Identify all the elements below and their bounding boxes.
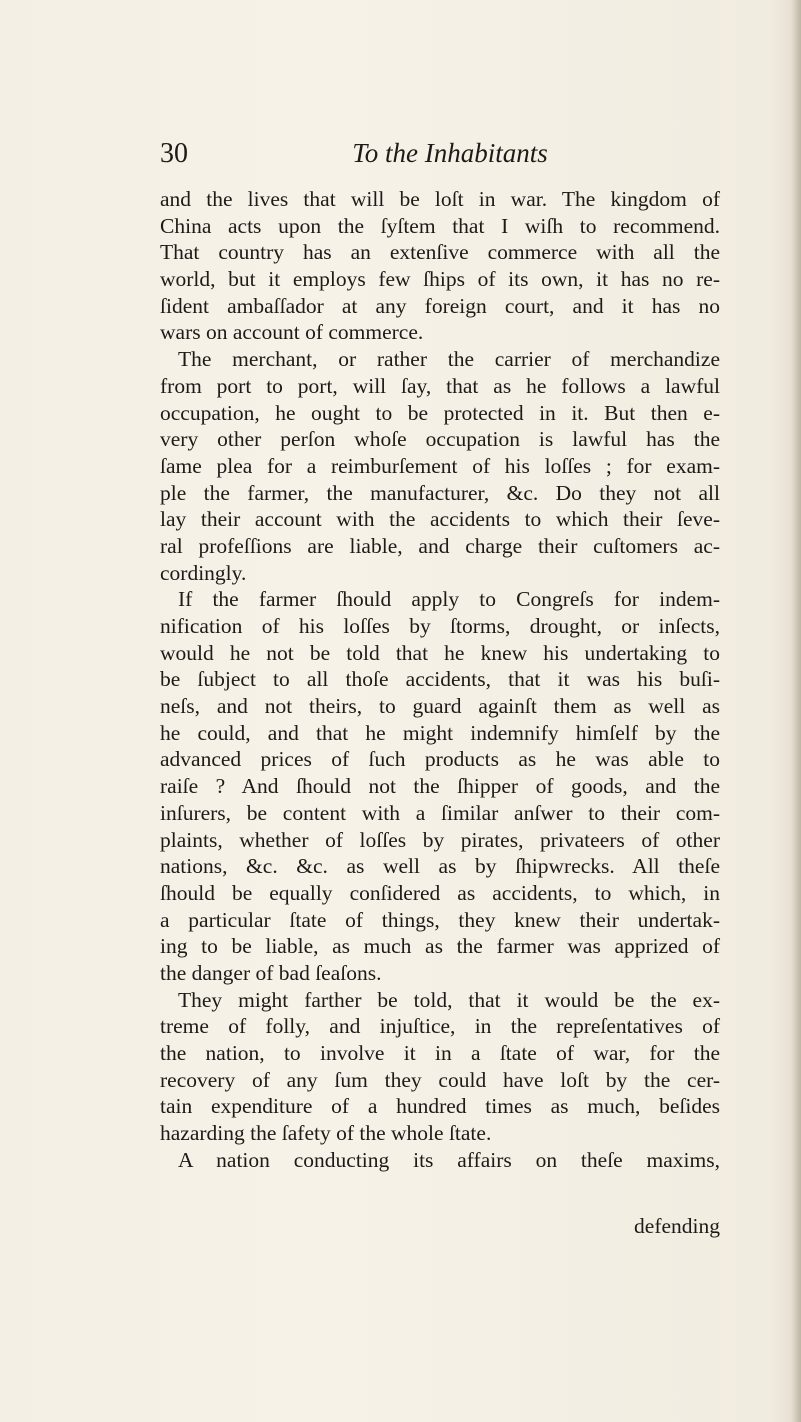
text-line: ing to be liable, as much as the farmer was apprized of (160, 934, 720, 959)
page-edge-shadow (791, 0, 801, 1422)
catchword: defending (634, 1214, 720, 1238)
page-number: 30 (160, 138, 188, 169)
text-line: and the lives that will be loſt in war. The kingdom of (160, 187, 720, 211)
text-line: the nation, to involve it in a ſtate of war, for the (160, 1041, 720, 1065)
body-text (160, 186, 720, 1173)
text-line: very other perſon whoſe occupation is lawful has the (160, 427, 720, 452)
text-line: world, but it employs few ſhips of its own, it has no re- (160, 267, 720, 292)
text-line: wars on account of commerce. (160, 320, 424, 345)
text-line: a particular ſtate of things, they knew their undertak- (160, 907, 720, 932)
text-line: tain expenditure of a hundred times as much, beſides (160, 1094, 720, 1119)
text-line: If the farmer ſhould apply to Congreſs for indem- (178, 587, 720, 612)
running-head: To the Inhabitants (352, 138, 548, 168)
text-line: the danger of bad ſeaſons. (160, 960, 382, 985)
text-line: cordingly. (160, 560, 247, 585)
text-line: inſurers, be content with a ſimilar anſwer to their com- (160, 800, 720, 825)
text-line: from port to port, will ſay, that as he follows a lawful (160, 373, 720, 398)
text-line: treme of folly, and injuſtice, in the repreſentatives of (160, 1014, 720, 1039)
text-line: nification of his loſſes by ſtorms, drought, or inſects, (160, 614, 720, 638)
text-line: China acts upon the ſyſtem that I wiſh to recommend. (160, 213, 720, 238)
text-line: neſs, and not theirs, to guard againſt them as well as (160, 694, 720, 719)
text-line: advanced prices of ſuch products as he was able to (160, 747, 720, 772)
text-line: hazarding the ſafety of the whole ſtate. (160, 1121, 492, 1146)
text-line: ſame plea for a reimburſement of his loſſes ; for exam- (160, 453, 720, 478)
text-line: That country has an extenſive commerce with all the (160, 240, 720, 265)
text-line: raiſe ? And ſhould not the ſhipper of goods, and the (160, 774, 720, 799)
text-line: The merchant, or rather the carrier of merchandize (178, 347, 720, 372)
text-line: nations, &c. &c. as well as by ſhipwrecks. All theſe (160, 854, 720, 879)
text-line: occupation, he ought to be protected in it. But then e- (160, 400, 720, 425)
text-line: They might farther be told, that it would be the ex- (178, 987, 720, 1012)
text-line: A nation conducting its affairs on theſe maxims, (178, 1147, 720, 1172)
text-line: ple the farmer, the manufacturer, &c. Do they not all (160, 480, 720, 505)
text-line: ſident ambaſſador at any foreign court, and it has no (160, 293, 720, 318)
text-line: lay their account with the accidents to which their ſeve- (160, 507, 720, 532)
text-line: recovery of any ſum they could have loſt by the cer- (160, 1067, 720, 1092)
page-header (160, 138, 720, 178)
text-line: he could, and that he might indemnify himſelf by the (160, 720, 720, 745)
text-line: ſhould be equally conſidered as accidents, to which, in (160, 880, 720, 905)
text-line: ral profeſſions are liable, and charge their cuſtomers ac- (160, 533, 720, 558)
text-line: be ſubject to all thoſe accidents, that it was his buſi- (160, 667, 720, 692)
text-line: plaints, whether of loſſes by pirates, privateers of other (160, 827, 720, 852)
text-line: would he not be told that he knew his undertaking to (160, 640, 720, 665)
